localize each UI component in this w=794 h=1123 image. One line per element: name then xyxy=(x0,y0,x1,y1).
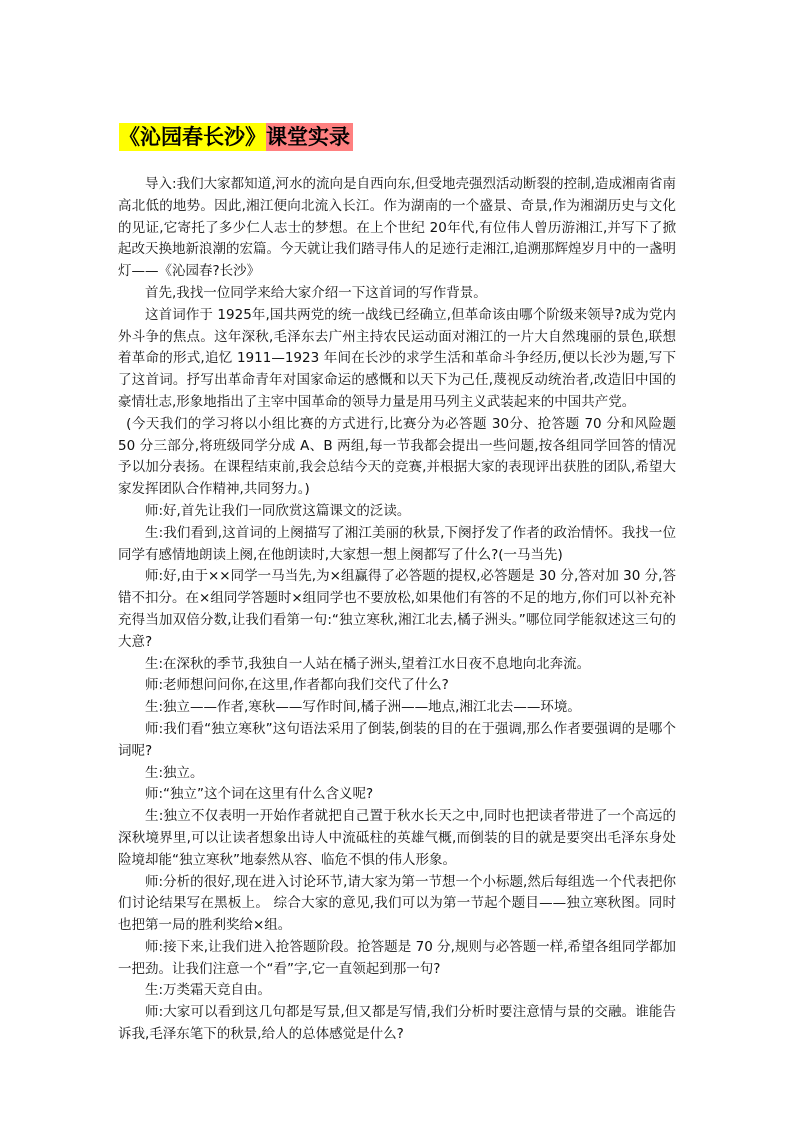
paragraph: 师:“独立”这个词在这里有什么含义呢? xyxy=(145,786,374,803)
paragraph: 师:大家可以看到这几句都是写景,但又都是写情,我们分析时要注意情与景的交融。谁能告诉我,毛泽东笔下的秋景,给人的总体感觉是什么? xyxy=(118,1004,676,1043)
paragraph: 师:分析的很好,现在进入讨论环节,请大家为第一节想一个小标题,然后每组选一个代表把你们讨论结果写在黑板上。 综合大家的意见,我们可以为第一节起个题目——独立寒秋图。同时也把第一局的胜利奖给×组。 xyxy=(118,873,676,934)
paragraph: 生:万类霜天竞自由。 xyxy=(145,982,272,999)
title-highlight-pink: 课堂实录 xyxy=(266,123,353,151)
paragraph: 生:独立。 xyxy=(145,764,204,781)
paragraph: 师:老师想问问你,在这里,作者都向我们交代了什么? xyxy=(145,677,449,694)
paragraph-rules: (今天我们的学习将以小组比赛的方式进行,比赛分为必答题 30分、抢答题 70 分和风险题 50 分三部分,将班级同学分成 A、B 两组,每一节我都会提出一些问题,按各组同学回答的情况予以加分表扬。在课程结束前,我会总结今天的竞赛,并根据大家的表现评出获胜的团队,希望大家发挥团队合作精神,共同努力。) xyxy=(118,415,676,498)
paragraph: 生:独立——作者,寒秋——写作时间,橘子洲——地点,湘江北去——环境。 xyxy=(145,699,581,716)
paragraph: 师:我们看“独立寒秋”这句语法采用了倒装,倒装的目的在于强调,那么作者要强调的是哪个词呢? xyxy=(118,720,676,759)
paragraph: 师:好,由于××同学一马当先,为×组赢得了必答题的提权,必答题是 30 分,答对加 30 分,答错不扣分。在×组同学答题时×组同学也不要放松,如果他们有答的不足的地方,你们可以补充补充得当加双倍分数,让我们看第一句:“独立寒秋,湘江北去,橘子洲头。”哪位同学能叙述这三句的大意? xyxy=(118,568,676,650)
paragraph: 师:好,首先让我们一同欣赏这篇课文的泛读。 xyxy=(145,502,411,519)
paragraph: 生:我们看到,这首词的上阕描写了湘江美丽的秋景,下阕抒发了作者的政治情怀。我找一位同学有感情地朗读上阕,在他朗读时,大家想一想上阕都写了什么?(一马当先) xyxy=(118,524,676,563)
paragraph: 生:独立不仅表明一开始作者就把自己置于秋水长天之中,同时也把读者带进了一个高远的深秋境界里,可以让读者想象出诗人中流砥柱的英雄气概,而倒装的目的就是要突出毛泽东身处险境却能“独立寒秋”地泰然从容、临危不惧的伟人形象。 xyxy=(118,808,676,868)
paragraph: 师:接下来,让我们进入抢答题阶段。抢答题是 70 分,规则与必答题一样,希望各组同学都加一把劲。让我们注意一个“看”字,它一直领起到那一句? xyxy=(118,938,676,977)
document-body xyxy=(118,174,676,1046)
paragraph: 首先,我找一位同学来给大家介绍一下这首词的写作背景。 xyxy=(145,284,487,301)
document-title xyxy=(119,122,353,152)
paragraph-intro: 导入:我们大家都知道,河水的流向是自西向东,但受地壳强烈活动断裂的控制,造成湘南省南高北低的地势。因此,湘江便向北流入长江。作为湖南的一个盛景、奇景,作为湘湖历史与文化的见证,它寄托了多少仁人志士的梦想。在上个世纪 20年代,有位伟人曾历游湘江,并写下了掀起改天换地新浪潮的宏篇。今天就让我们踏寻伟人的足迹行走湘江,追溯那辉煌岁月中的一盏明灯——《沁园春?长沙》 xyxy=(118,176,676,280)
paragraph: 这首词作于 1925年,国共两党的统一战线已经确立,但革命该由哪个阶级来领导?成为党内外斗争的焦点。这年深秋,毛泽东去广州主持农民运动面对湘江的一片大自然瑰丽的景色,联想着革命的形式,追忆 1911—1923 年间在长沙的求学生活和革命斗争经历,便以长沙为题,写下了这首词。抒写出革命青年对国家命运的感慨和以天下为己任,蔑视反动统治者,改造旧中国的豪情壮志,形象地指出了主宰中国革命的领导力量是用马列主义武装起来的中国共产党。 xyxy=(118,306,676,410)
title-highlight-yellow: 《沁园春长沙》 xyxy=(119,124,266,149)
paragraph: 生:在深秋的季节,我独自一人站在橘子洲头,望着江水日夜不息地向北奔流。 xyxy=(145,655,591,672)
